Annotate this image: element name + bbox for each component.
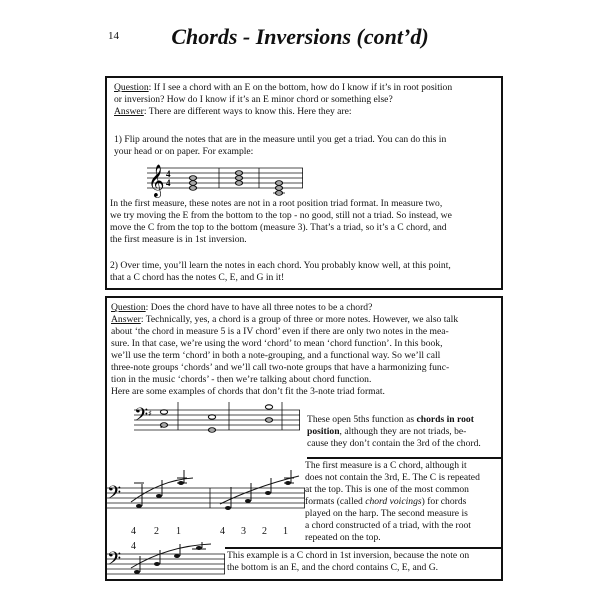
example-1-line-2: position, although they are not triads, be-: [307, 426, 467, 437]
question-line: [111, 302, 372, 314]
svg-text:4: 4: [166, 178, 171, 188]
example-3-line-2: the bottom is an E, and the chord contains C, E, and G.: [227, 562, 439, 573]
svg-text:𝄢: 𝄢: [134, 405, 149, 430]
point-1-line-2: your head or on paper. For example:: [114, 146, 254, 157]
fingering-number: 4: [220, 526, 225, 537]
bass-staff-first-inversion: [107, 542, 225, 585]
example-2-line-1: The first measure is a C chord, although it: [305, 460, 467, 471]
page-number: 14: [108, 30, 119, 42]
question-label: Question: [114, 82, 149, 93]
fingering-number: 2: [262, 526, 267, 537]
point-1-explanation-1: In the first measure, these notes are not in a root position triad format. In measure two,: [110, 198, 443, 209]
divider: [307, 457, 501, 459]
fingering-number: 1: [283, 526, 288, 537]
page-title: Chords - Inversions (cont’d): [171, 24, 429, 49]
answer-line: [111, 314, 458, 326]
point-1-explanation-3: move the C from the top to the bottom (measure 3). That’s a triad, so it’s a C chord, and: [110, 222, 447, 233]
answer-line-5: three-note groups ‘chords’ and we’ll call two-note groups that have a harmonizing func-: [111, 362, 450, 373]
point-1-explanation-2: we try moving the E from the bottom to the top - no good, still not a triad. So instead, we: [110, 210, 452, 221]
svg-text:♯: ♯: [148, 409, 152, 418]
example-2-line-5: played on the harp. The second measure is: [305, 508, 468, 519]
fingering-number: 4: [131, 541, 136, 552]
svg-text:𝄢: 𝄢: [107, 483, 122, 508]
fingering-number: 4: [131, 526, 136, 537]
divider: [225, 547, 501, 549]
question-box-1: [105, 76, 503, 290]
example-2-line-2: does not contain the 3rd, E. The C is repeated: [305, 472, 480, 483]
fingering-number: 1: [176, 526, 181, 537]
answer-line-3: sure. In that case, we’re using the word ‘chord’ to mean ‘chord function’. In this book,: [111, 338, 443, 349]
answer-text: : There are different ways to know this. Here they are:: [143, 106, 352, 117]
example-2-line-7: repeated on the top.: [305, 532, 381, 543]
example-2-line-6: a chord constructed of a triad, with the root: [305, 520, 471, 531]
answer-line-6: tion in the music ‘chords’ - then we’re talking about chord function.: [111, 374, 372, 385]
fingering-number: 3: [241, 526, 246, 537]
example-2-line-4: formats (called chord voicings) for chords: [305, 496, 467, 507]
point-2-line-2: that a C chord has the notes C, E, and G in it!: [110, 272, 285, 283]
point-1-explanation-4: the first measure is in 1st inversion.: [110, 234, 247, 245]
answer-line-7: Here are some examples of chords that don’t fit the 3-note triad format.: [111, 386, 385, 397]
example-2-line-3: at the top. This is one of the most common: [305, 484, 469, 495]
question-box-2: [105, 296, 503, 581]
fingering-number: 2: [154, 526, 159, 537]
answer-label: Answer: [111, 314, 141, 325]
svg-text:𝅗: 𝅗: [160, 421, 163, 431]
example-1-line-1: These open 5ths function as chords in root: [307, 414, 474, 425]
point-2-line-1: 2) Over time, you’ll learn the notes in each chord. You probably know well, at this point,: [110, 260, 451, 271]
answer-line: [114, 106, 352, 118]
svg-text:𝄢: 𝄢: [107, 549, 122, 574]
bass-staff-broken-chords: [107, 470, 305, 525]
question-text: : If I see a chord with an E on the bottom, how do I know if it’s in root position: [148, 82, 453, 93]
question-label: Question: [111, 302, 146, 313]
answer-label: Answer: [114, 106, 144, 117]
svg-text:𝄞: 𝄞: [148, 164, 165, 197]
point-1-line-1: 1) Flip around the notes that are in the measure until you get a triad. You can do this in: [114, 134, 447, 145]
example-1-line-3: cause they don’t contain the 3rd of the chord.: [307, 438, 481, 449]
answer-line-4: we’ll use the term ‘chord’ in both a note-grouping, and a functional way. So we’ll call: [111, 350, 441, 361]
question-text-2: or inversion? How do I know if it’s an E minor chord or something else?: [114, 94, 393, 105]
question-text: : Does the chord have to have all three notes to be a chord?: [145, 302, 373, 313]
answer-line-2: about ‘the chord in measure 5 is a IV chord’ even if there are only two notes in the mea-: [111, 326, 449, 337]
svg-text:4: 4: [166, 169, 171, 179]
bass-staff-open-fifths: [134, 402, 300, 447]
example-3-line-1: This example is a C chord in 1st inversion, because the note on: [227, 550, 470, 561]
question-line: [114, 82, 452, 94]
answer-text: : Technically, yes, a chord is a group of three or more notes. However, we also talk: [140, 314, 459, 325]
